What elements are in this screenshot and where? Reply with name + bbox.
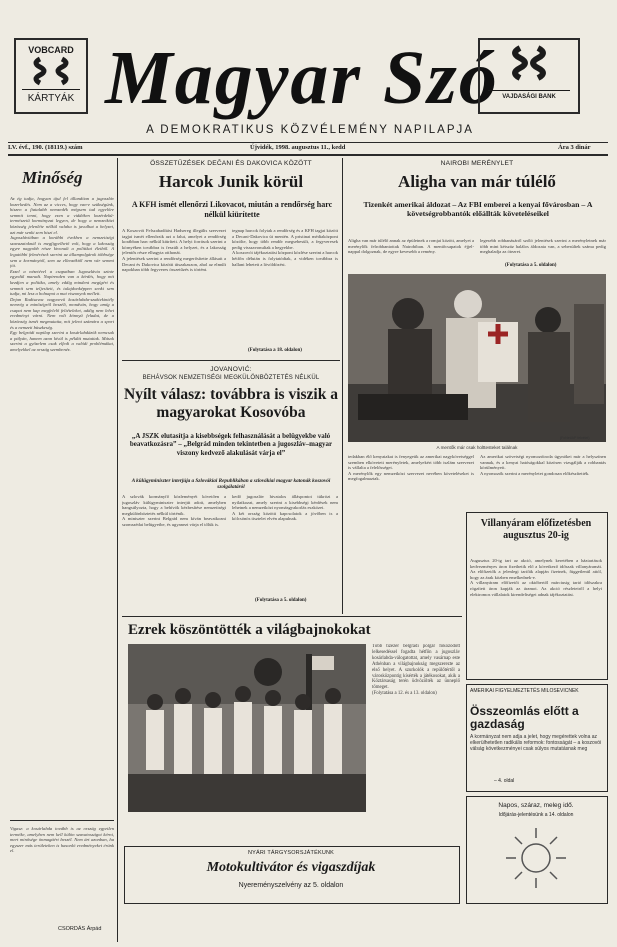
- right-ad-box: [478, 38, 580, 114]
- weather-text: Napos, száraz, meleg idő.: [498, 802, 574, 809]
- middle-col-2: kedő jugoszláv hivatalos álláspontot tükrözi a nyilatkozat, amely szerint a kisebbségi kérdések nem lehetnek a nemzetközi nyomásgyakorlás eszközei. A két ország közötti kapcsolatok a jövőben is a kölcsönös tisztelet elvén alapulnak.: [232, 494, 338, 522]
- lottery-kicker: NYÁRI TÁRGYSORSJÁTÉKUNK: [247, 850, 335, 856]
- issue-price: Ára 3 dinár: [558, 144, 591, 151]
- middle-kicker-2: BEHÁVSOK NEMZETISÉGI MEGKÜLÖNBÖZTETÉS NÉLKÜL: [142, 375, 320, 381]
- nairobi-photo-credit: (FoNet/AP felvétel): [560, 436, 590, 440]
- celebration-scene: [128, 644, 366, 812]
- left-ad-box: [14, 38, 88, 114]
- world-cup-headline: Ezrek köszöntötték a világbajnokokat: [128, 622, 371, 638]
- middle-col-1: A szlovák kormányfő közleményét követően a jugoszláv külügyminiszter interjút adott, amelyben hangsúlyozta, hogy a behívók kézbesítése nemzetiségi megkülönböztetés nélkül történik. A miniszter szerint Belgrád nem kíván beavatkozni szomszédai belügyeibe, és ugyanezt várja el tőlük is.: [122, 494, 226, 527]
- issue-number: LV. évf., 190. (18119.) szám: [8, 144, 83, 151]
- lead-right-below-col-1: tedakban élő kenyaiakat is fenyegetik az amerikai nagykövetséggel szemben elkövetett merényletek, amelyekért több iszlám szervezet is vállalta a felelősséget. A merénylők egy nemzetközi szervezet nevében követeléseket is megfogalmaztak.: [348, 454, 474, 482]
- bank-logo-icon: [16, 55, 86, 89]
- lead-right-continue: (Folytatása a 5. oldalon): [505, 263, 557, 268]
- lottery-sub: Nyereményszelvény az 5. oldalon: [238, 882, 344, 889]
- economy-kicker: AMERIKAI FIGYELMEZTETÉS MILOSEVICNEK: [470, 688, 579, 694]
- lead-left-kicker: ÖSSZETŰZÉSEK DEČANI ÉS DAKOVICA KÖZÖTT: [150, 160, 312, 167]
- nairobi-photo-caption: A mentők már csak holttesteket találnak: [436, 445, 518, 450]
- middle-top-rule: [122, 360, 340, 361]
- vajdasagi-bank-logo-icon: [480, 40, 578, 90]
- lead-right-deck: Tizenkét amerikai áldozat – Az FBI emberei a kenyai fővárosban – A követségrobbantók előállták követeléseikel: [363, 200, 593, 218]
- photo-scene: [348, 274, 606, 442]
- world-cup-photo: [128, 644, 366, 812]
- lead-right-col-2: legesebb robbanásáról szóló jelentések szerint a merényletnek már több mint kétszáz halálos áldozata van, a sebesültek száma pedig meghaladja az ötezret.: [480, 238, 606, 255]
- middle-kicker-1: JOVANOVIĆ:: [210, 366, 252, 373]
- economy-body: A kormányzat nem adja a jelet, hogy megérettek volna az elkerülhetetlen radikális reformok: fontosságát – a koszovói válság következményei csak súlyos mutatásnak meg: [470, 734, 602, 753]
- world-cup-top-rule: [122, 616, 462, 617]
- left-ad-bottom: KÁRTYÁK: [22, 89, 80, 104]
- issue-date: Újvidék, 1998. augusztus 11., kedd: [250, 144, 346, 151]
- editorial-column-rule: [117, 158, 118, 942]
- lottery-headline: Motokultivátor és vigaszdíjak: [206, 860, 376, 875]
- right-ad-bottom: VAJDASÁGI BANK: [488, 90, 570, 100]
- lead-left-col-1: A Koszovói Felszabadítási Hadsereg illegális szervezet tagjai ismét ellenőrzik azt a falut, amelyet a rendőrség korábban harc nélkül kiürített. A helyi források szerint a környéken továbbra is feszült a helyzet, és a lakosság jelentős része elhagyta otthonát. A jelentések szerint a rendőrség megerősítette állásait a Decani és Dakovica közötti útszakaszon, ahol az elmúlt napokban több fegyveres összetűzés is történt.: [122, 228, 226, 273]
- middle-sub: A külügyminiszter interjúja a Szlovákiai Republikában a szlovákiai magyar katonák koszovói szolgálatáról: [131, 478, 331, 490]
- masthead-rule-bottom: [8, 154, 608, 156]
- editorial-body: Az ég tudja, hogyan újul fel állandóan a jugoszláv kozerkedés. Nem az a vicces, hogy van-e szükségünk, hiszen a fiatalabb nemzedék mégsem tud egyelőre semmit tenni, hogy ezen a viddéken kozérdekű-természetű kormányzat legyen, de hogy a nemzetközi közösség jelenléte nélkül valaha is javulhat a helyzet, azt már senki sem hiszi el. Jugoszláviában a korábbi években a nemzetiségi szavazatoknál is megfigyelhető volt, hogy a lakosság egyre nagyobb része kivonult a politikai életből. A legutóbbi felmérések szerint az állampolgárok többsége sem a kormánytól, sem az ellenzéktől nem vár semmi jót. Ezzel a nézetével a csapatban Jugoszlávia szinte egyedül maradt. Napirenden van a kérdés, hogy mit kezdjen a politika, amely eddig mindent megígért és semmit sem teljesített, és tulajdonképpen senki sem tudja, mi lesz a holnapot a mai viszonyok mellett. Dejan Radisavac nagynevű kosárlabda-szaktekintély nemrég a minőségről beszélt, mondván, hogy amíg a csapat nem kap megfelelő feltételeket, addig nem lehet eredményt várni. Nem volt könnyű feladat, de a közönség ismét megmutatta, mit jelent számára a sport és a nemzeti büszkeség. Egy belgrádi napilap szerint a kosárlabdázók nemcsak a pályán, hanem azon kívül is példát mutattak. Mások szerint a győzelem csak elfedi a valódi problémákat, amelyekkel az ország szembenéz.: [10, 196, 114, 353]
- lead-column-rule: [342, 158, 343, 614]
- world-cup-text: Több tízezer belgrádi polgár fokozódott lelkesedéssel fogadta hétfőn a jugoszláv kosárlabda-válogatottat, amely vasárnap este Athénban a világbajnokság megszerezte az első helyet. A szurkolók a repülőtértől a városközpontig kísérték a játékosokat, akik a Köztársaság terén üdvözölték az ünneplő tömeget. (Folytatása a 12. és a 13. oldalon): [372, 644, 460, 697]
- lead-right-col-1: Aligha van már túlélő annak az épületnek a romjai között, amelyet a merénylők felrobbantottak Nairobiban. A mentőcsapatok éjjel-nappal dolgoznak, de egyre kevesebb a remény.: [348, 238, 474, 255]
- editorial-divider: [10, 820, 114, 821]
- economy-continue: – 4. oldal: [494, 778, 515, 784]
- middle-deck: „A JSZK elutasítja a kisebbségek felhasználását a belügyekbe való beavatkozásra” – „Belgrád minden tekintetben a jugoszláv–magyar viszony kedvező alakulását várja el”: [129, 432, 333, 457]
- lead-left-col-2: tegnap harcok folytak a rendőrség és a KFH tagjai között a Decani-Dakovica út mentén. A pristinai médiaközpont közölte, hogy több rendőr megsebesült, a fegyveresek pedig visszavonultak a hegyekbe. A koszovói tájékoztatási központ közlése szerint a harcok hétfőn délután is folytatódtak, a vidéken továbbra is hallani lehetett a lövöldözést.: [232, 228, 338, 267]
- utility-headline: Villanyáram előfizetésben augusztus 20-ig: [480, 518, 592, 541]
- left-ad-top: VOBCARD: [28, 45, 74, 55]
- middle-headline: Nyílt válasz: továbbra is viszik a magyarokat Kosovóba: [124, 386, 338, 421]
- weather-detail: Időjárás-jelentésünk a 14. oldalon: [498, 812, 574, 818]
- editorial-author: CSORDÁS Árpád: [58, 926, 102, 932]
- masthead-title: Magyar Szó: [105, 36, 499, 120]
- sun-icon: [504, 826, 568, 890]
- editorial-title: Minőség: [22, 168, 83, 187]
- lead-left-deck: A KFH ismét ellenőrzi Likovacot, miután a rendőrség harc nélkül kiürítette: [131, 200, 333, 219]
- economy-headline: Összeomlás előtt a gazdaság: [470, 704, 579, 731]
- lead-right-headline: Aligha van már túlélő: [398, 172, 556, 191]
- masthead-rule: [8, 142, 608, 143]
- lead-left-headline: Harcok Junik körül: [158, 172, 304, 191]
- masthead-subtitle: A DEMOKRATIKUS KÖZVÉLEMÉNY NAPILAPJA: [146, 124, 474, 136]
- lead-right-kicker: NAIROBI MERÉNYLET: [440, 160, 514, 167]
- utility-body: Augusztus 20-ig tart az akció, amelynek keretében a háztartások kedvezményes áron fizethetik elő a következő időszak villanyáramát. Az előfizetők a jelenlegi tarifák alapján fizetnek, függetlenül attól, hogy az árak közben emelkednek-e. A villanyáram előfizetői az októbertől márciusig tartó időszakra rögzített áron kapják az áramot. Az akció részleteiről a helyi elektromos vállalatok kirendeltségei adnak tájékoztatást.: [470, 558, 602, 597]
- editorial-closing: Vigasz: a kosárlabda tovább is az ország egyetlen terméke, amelyben nem kell külön szavatosságot kérni, mert minősége önmagáért beszél. Nem árt azonban, ha egyszer más területeken is hasonló eredményeket érünk el.: [10, 826, 114, 854]
- middle-continue: (Folytatása a 5. oldalon): [255, 598, 307, 603]
- lead-right-below-col-2: Az amerikai szövetségi nyomozóiroda ügynökei már a helyszínen vannak, és a kenyai hatóságokkal közösen vizsgálják a robbantás körülményeit. A nyomozók szerint a merényletet gondosan előkészítették.: [480, 454, 606, 476]
- lead-left-continue: (Folytatása a 18. oldalon): [248, 348, 302, 353]
- nairobi-rescue-photo: [348, 274, 606, 442]
